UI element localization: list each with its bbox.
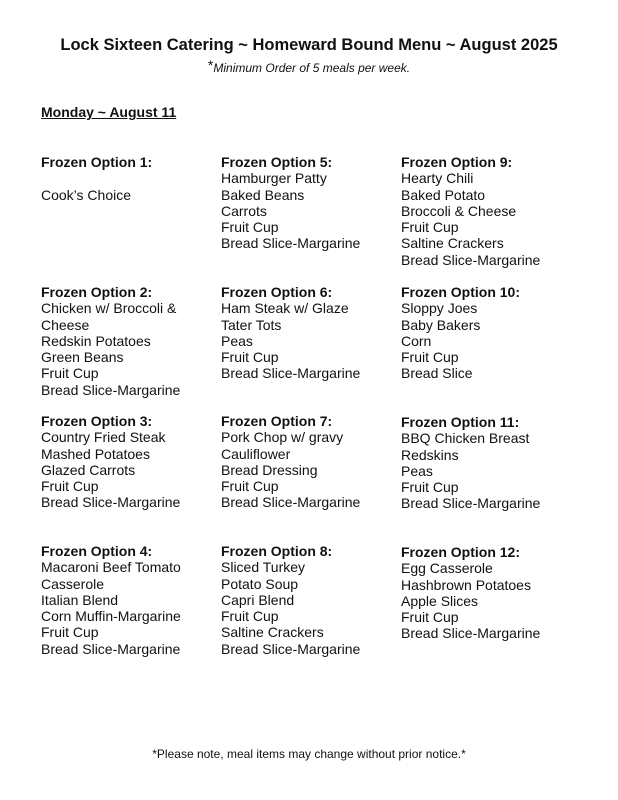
menu-item: Baby Bakers — [401, 316, 481, 333]
menu-item: Bread Slice-Margarine — [221, 494, 361, 511]
option-12 — [401, 544, 579, 642]
menu-item: Fruit Cup — [401, 349, 459, 366]
menu-item: Redskins — [401, 446, 459, 463]
menu-item: Sliced Turkey — [221, 559, 306, 576]
menu-item: Corn Muffin-Margarine — [41, 608, 181, 625]
menu-item: Ham Steak w/ Glaze — [221, 300, 349, 317]
option-10 — [401, 284, 579, 382]
menu-item: Mashed Potatoes — [41, 445, 150, 462]
menu-item: Fruit Cup — [41, 478, 99, 495]
menu-item: Fruit Cup — [401, 609, 459, 626]
menu-item: Hashbrown Potatoes — [401, 576, 531, 593]
option-title: Frozen Option 3: — [41, 413, 153, 429]
menu-item: Tater Tots — [221, 316, 282, 333]
asterisk-mark: * — [207, 57, 214, 73]
menu-item: Glazed Carrots — [41, 461, 136, 478]
menu-item: Fruit Cup — [41, 624, 99, 641]
minimum-order-text: Minimum Order of 5 meals per week. — [213, 61, 411, 75]
menu-item: Bread Slice-Margarine — [41, 640, 181, 657]
menu-item: Bread Slice — [401, 365, 473, 382]
menu-item: Bread Slice-Margarine — [41, 381, 181, 398]
menu-item: Cauliflower — [221, 445, 291, 462]
menu-item: Cook’s Choice — [41, 186, 132, 203]
menu-item: Macaroni Beef Tomato — [41, 559, 181, 576]
option-title: Frozen Option 7: — [221, 413, 333, 429]
menu-item: Fruit Cup — [221, 349, 279, 366]
option-title: Frozen Option 5: — [221, 154, 333, 170]
option-title: Frozen Option 10: — [401, 284, 520, 300]
menu-item: Baked Potato — [401, 186, 486, 203]
option-2 — [41, 284, 219, 398]
option-title: Frozen Option 1: — [41, 154, 153, 170]
minimum-order-note — [0, 57, 618, 75]
option-title: Frozen Option 4: — [41, 543, 153, 559]
menu-item: Sloppy Joes — [401, 300, 478, 317]
option-title: Frozen Option 12: — [401, 544, 520, 560]
option-11 — [401, 414, 579, 512]
menu-item: Corn — [401, 332, 432, 349]
menu-item: Apple Slices — [401, 592, 479, 609]
menu-item: Fruit Cup — [221, 219, 279, 236]
menu-item: Saltine Crackers — [401, 235, 504, 252]
option-8 — [221, 543, 399, 657]
disclaimer-note: *Please note, meal items may change without prior notice.* — [152, 747, 466, 761]
menu-item: Bread Slice-Margarine — [221, 235, 361, 252]
menu-item: Redskin Potatoes — [41, 332, 151, 349]
option-title: Frozen Option 2: — [41, 284, 153, 300]
menu-item: Baked Beans — [221, 186, 305, 203]
option-4 — [41, 543, 219, 657]
menu-item: Pork Chop w/ gravy — [221, 429, 344, 446]
menu-item: Bread Slice-Margarine — [221, 365, 361, 382]
menu-item: BBQ Chicken Breast — [401, 430, 530, 447]
option-6 — [221, 284, 399, 382]
menu-item: Hamburger Patty — [221, 170, 327, 187]
option-title: Frozen Option 6: — [221, 284, 333, 300]
menu-item: Egg Casserole — [401, 560, 493, 577]
option-title: Frozen Option 9: — [401, 154, 513, 170]
menu-item: Italian Blend — [41, 591, 119, 608]
day-heading: Monday ~ August 11 — [41, 104, 177, 120]
menu-item: Bread Slice-Margarine — [401, 625, 541, 642]
menu-title: Lock Sixteen Catering ~ Homeward Bound Menu ~ August 2025 — [60, 36, 558, 54]
option-1 — [41, 154, 219, 203]
option-7 — [221, 413, 399, 511]
menu-item: Potato Soup — [221, 575, 299, 592]
menu-item: Bread Slice-Margarine — [401, 495, 541, 512]
menu-item: Country Fried Steak — [41, 429, 166, 446]
menu-item: Broccoli & Cheese — [401, 202, 517, 219]
option-title: Frozen Option 11: — [401, 414, 520, 430]
menu-item: Fruit Cup — [401, 219, 459, 236]
menu-item: Green Beans — [41, 349, 124, 366]
menu-item: Saltine Crackers — [221, 624, 324, 641]
menu-item: Bread Slice-Margarine — [401, 251, 541, 268]
menu-item: Bread Slice-Margarine — [221, 640, 361, 657]
menu-item: Fruit Cup — [221, 478, 279, 495]
menu-item: Peas — [401, 462, 433, 479]
menu-item: Hearty Chili — [401, 170, 474, 187]
menu-item: Fruit Cup — [41, 365, 99, 382]
menu-item: Bread Slice-Margarine — [41, 494, 181, 511]
menu-item: Cheese — [41, 316, 90, 333]
menu-item: Fruit Cup — [221, 608, 279, 625]
menu-item: Peas — [221, 332, 253, 349]
menu-item: Capri Blend — [221, 591, 295, 608]
menu-item: Bread Dressing — [221, 461, 318, 478]
menu-item: Fruit Cup — [401, 479, 459, 496]
option-3 — [41, 413, 219, 511]
option-title: Frozen Option 8: — [221, 543, 333, 559]
menu-item: Casserole — [41, 575, 105, 592]
option-9 — [401, 154, 579, 268]
menu-item: Carrots — [221, 202, 267, 219]
menu-item: Chicken w/ Broccoli & — [41, 300, 177, 317]
option-5 — [221, 154, 399, 252]
